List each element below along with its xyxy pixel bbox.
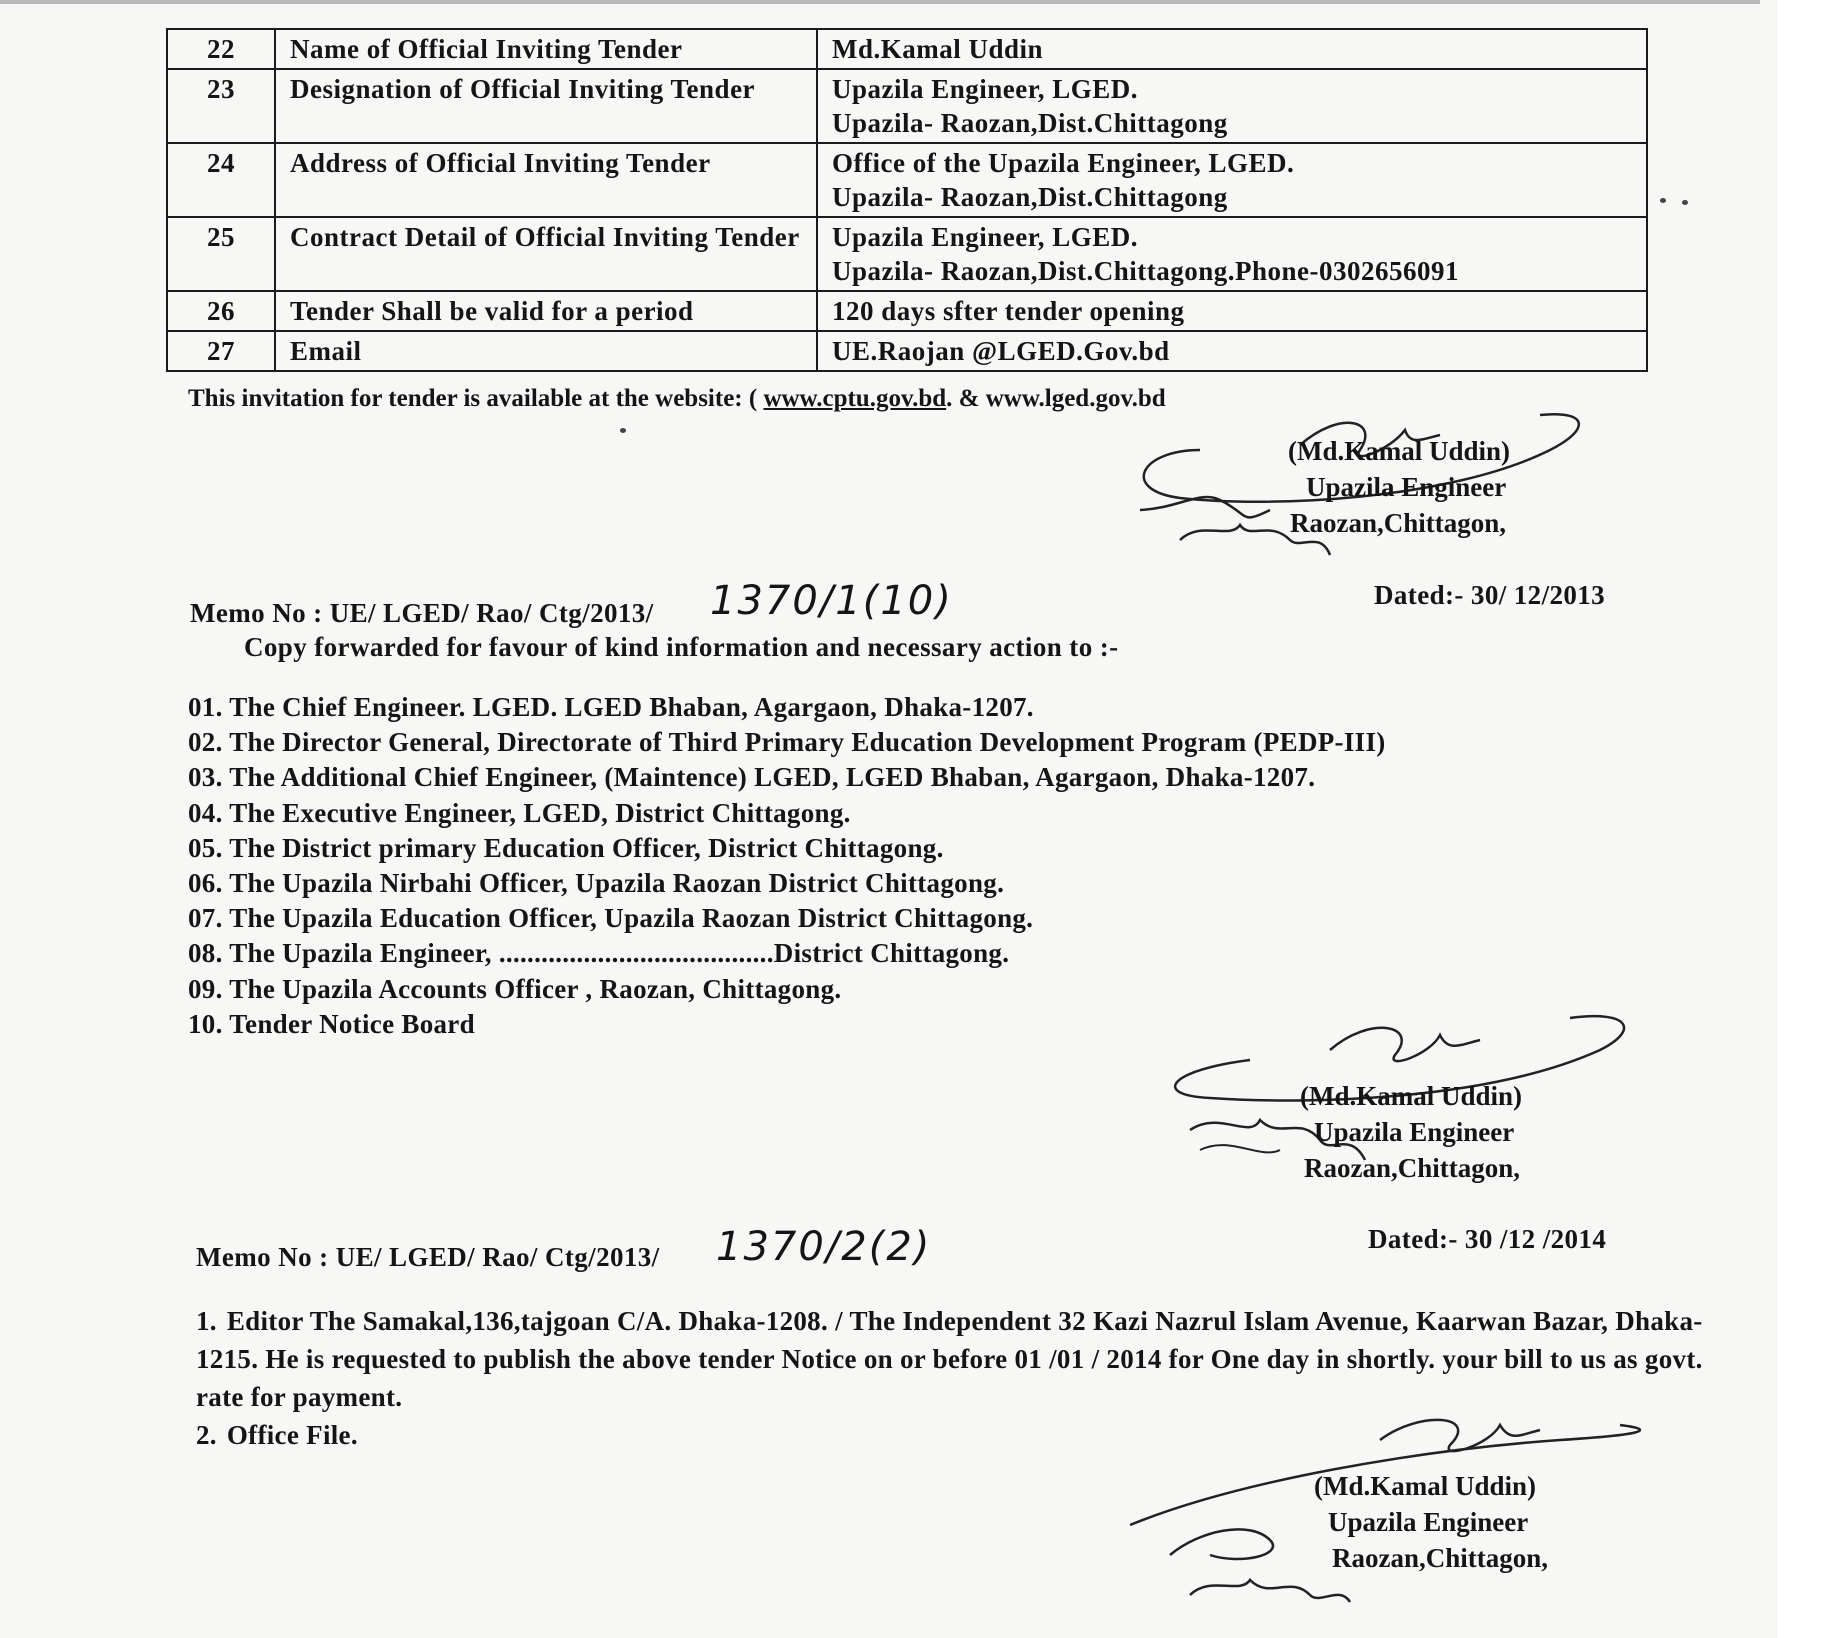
scan-top-edge xyxy=(0,0,1760,4)
table-row xyxy=(167,29,1647,69)
row-value-line: Md.Kamal Uddin xyxy=(832,34,1044,64)
signatory-designation: Upazila Engineer xyxy=(1314,1117,1515,1147)
memo-1-prefix: Memo No : UE/ LGED/ Rao/ Ctg/2013/ xyxy=(190,598,654,628)
list-item: 08. The Upazila Engineer, .......................................District Chittagong. xyxy=(188,938,1010,969)
list-item: 09. The Upazila Accounts Officer , Raozan, Chittagong. xyxy=(188,973,842,1004)
table-row xyxy=(167,331,1647,371)
row-value-line: Upazila- Raozan,Dist.Chittagong xyxy=(832,182,1228,212)
row-value-line: Upazila- Raozan,Dist.Chittagong.Phone-0302656091 xyxy=(832,256,1460,286)
row-number: 27 xyxy=(167,331,275,371)
row-value xyxy=(817,69,1647,143)
website-link-lged[interactable]: www.lged.gov.bd xyxy=(985,385,1166,412)
row-field: Name of Official Inviting Tender xyxy=(275,29,817,69)
row-field: Email xyxy=(275,331,817,371)
row-field: Designation of Official Inviting Tender xyxy=(275,69,817,143)
memo-2-handwritten-number: 1370/2(2) xyxy=(716,1224,932,1270)
table-row xyxy=(167,217,1647,291)
row-value xyxy=(817,217,1647,291)
list-item-number: 1. xyxy=(196,1306,217,1336)
scan-speck xyxy=(620,428,626,433)
list-item: 05. The District primary Education Officer, District Chittagong. xyxy=(188,832,944,863)
row-number: 24 xyxy=(167,143,275,217)
website-separator: . & xyxy=(946,385,980,412)
row-number: 26 xyxy=(167,291,275,331)
row-value xyxy=(817,331,1647,371)
memo-1-date: Dated:- 30/ 12/2013 xyxy=(1374,580,1606,610)
scan-right-margin xyxy=(1778,0,1824,1638)
memo-1-recipient-list xyxy=(188,690,1386,1042)
signatory-designation: Upazila Engineer xyxy=(1306,472,1507,502)
row-value xyxy=(817,29,1647,69)
memo-2-date: Dated:- 30 /12 /2014 xyxy=(1368,1224,1607,1254)
list-item-text: Office File. xyxy=(226,1420,358,1450)
website-prefix: This invitation for tender is available at the website: ( xyxy=(188,385,758,412)
list-item: 10. Tender Notice Board xyxy=(188,1008,475,1039)
list-item: 04. The Executive Engineer, LGED, District Chittagong. xyxy=(188,797,851,828)
scan-speck xyxy=(1682,200,1688,205)
signatory-name: (Md.Kamal Uddin) xyxy=(1288,436,1511,466)
signatory-place: Raozan,Chittagon, xyxy=(1332,1543,1549,1573)
website-line xyxy=(188,383,1166,415)
memo-2-prefix: Memo No : UE/ LGED/ Rao/ Ctg/2013/ xyxy=(196,1242,660,1272)
table-row xyxy=(167,291,1647,331)
list-item: 01. The Chief Engineer. LGED. LGED Bhaban, Agargaon, Dhaka-1207. xyxy=(188,692,1034,722)
list-item: 03. The Additional Chief Engineer, (Maintence) LGED, LGED Bhaban, Agargaon, Dhaka-1207. xyxy=(188,762,1316,793)
memo-1-number xyxy=(190,596,654,630)
row-field: Tender Shall be valid for a period xyxy=(275,291,817,331)
table-row xyxy=(167,143,1647,217)
row-number: 23 xyxy=(167,69,275,143)
tender-details-table xyxy=(166,28,1648,372)
memo-2-number xyxy=(196,1240,660,1274)
scan-speck xyxy=(1660,198,1666,203)
row-value xyxy=(817,143,1647,217)
signatory-name: (Md.Kamal Uddin) xyxy=(1300,1081,1523,1111)
memo-1-intro: Copy forwarded for favour of kind information and necessary action to :- xyxy=(244,632,1119,662)
row-value xyxy=(817,291,1647,331)
row-value-line: 120 days sfter tender opening xyxy=(832,296,1185,326)
row-value-line: Upazila Engineer, LGED. xyxy=(832,74,1139,104)
row-value-line: Upazila- Raozan,Dist.Chittagong xyxy=(832,108,1228,138)
row-number: 25 xyxy=(167,217,275,291)
signature-block-3 xyxy=(1314,1468,1548,1576)
signatory-name: (Md.Kamal Uddin) xyxy=(1314,1471,1537,1501)
list-item: 02. The Director General, Directorate of Third Primary Education Development Program (PEDP-III) xyxy=(188,727,1386,758)
row-value-line: Upazila Engineer, LGED. xyxy=(832,222,1139,252)
table-row xyxy=(167,69,1647,143)
memo-1-handwritten-number: 1370/1(10) xyxy=(710,578,953,624)
list-item: 06. The Upazila Nirbahi Officer, Upazila Raozan District Chittagong. xyxy=(188,868,1005,899)
signatory-place: Raozan,Chittagon, xyxy=(1290,508,1507,538)
row-value-line: Office of the Upazila Engineer, LGED. xyxy=(832,148,1295,178)
row-number: 22 xyxy=(167,29,275,69)
list-item: 07. The Upazila Education Officer, Upazila Raozan District Chittagong. xyxy=(188,903,1034,934)
signature-block-1 xyxy=(1288,433,1510,541)
signature-block-2 xyxy=(1300,1078,1522,1186)
website-link-cptu[interactable]: www.cptu.gov.bd xyxy=(763,385,947,412)
row-field: Contract Detail of Official Inviting Tender xyxy=(275,217,817,291)
row-field: Address of Official Inviting Tender xyxy=(275,143,817,217)
list-item-text: Editor The Samakal,136,tajgoan C/A. Dhaka-1208. / The Independent 32 Kazi Nazrul Islam Avenue, Kaarwan Bazar, Dhaka-1215. He is requested to publish the above tender Notice on or before 01 /01 / 2014 for One day in shortly. your bill to us as govt. rate for payment. xyxy=(196,1306,1703,1412)
signatory-place: Raozan,Chittagon, xyxy=(1304,1153,1521,1183)
row-value-line: UE.Raojan @LGED.Gov.bd xyxy=(832,336,1170,366)
list-item-number: 2. xyxy=(196,1420,217,1450)
signatory-designation: Upazila Engineer xyxy=(1328,1507,1529,1537)
